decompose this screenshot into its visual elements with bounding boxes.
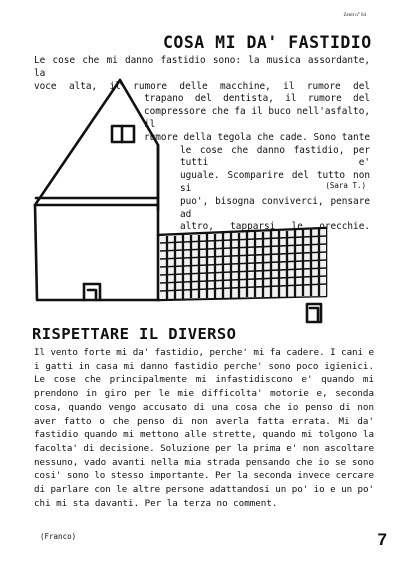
house-door [84, 284, 100, 300]
article1-body [34, 55, 370, 234]
article2-body [34, 346, 374, 510]
article1-signature: (Sara T.) [325, 181, 366, 190]
article2-line: di parlare con le altre persone adattandosi un po' io e un po' [34, 484, 374, 496]
article2-line: chi mi sta davanti. Per la terza no comment. [34, 497, 278, 509]
article2-line: i gatti in casa mi danno fastidio perche' sono poco igienici. [34, 360, 374, 372]
page-number: 7 [377, 530, 387, 549]
article2-title: RISPETTARE IL DIVERSO [32, 325, 237, 343]
article2-line: fastidio quando mi mettono alle strette, quando mi tolgono la [34, 429, 374, 441]
article1-line: compressore che fa il buco nell'asfalto, il [144, 106, 370, 130]
article2-signature: (Franco) [40, 532, 77, 541]
article2-line: Il vento forte mi da' fastidio, perche' mi fa cadere. I cani e [34, 347, 374, 358]
article2-line: nessuno, vado avanti nella mia strada pensando che io se sono [34, 456, 374, 468]
article1-line: uguale. Scomparire del tutto non si [180, 170, 370, 194]
article1-title: COSA MI DA' FASTIDIO [163, 33, 372, 52]
issue-label: Zenit n° 64 [343, 13, 366, 18]
article2-line: cosa, quando vengo accusato di una cosa che io penso di non [34, 401, 374, 413]
article1-line: le cose che danno fastidio, per tutti e' [180, 144, 370, 169]
article2-line: prendono in giro per le mie difficolta' motorie e, seconda [34, 388, 374, 400]
article1-line: puo', bisogna conviverci, pensare ad [180, 195, 370, 220]
article2-line: facolta' di decisione. Soluzione per la prima e' non ascoltare [34, 442, 374, 454]
article1-line: trapano del dentista, il rumore del [144, 93, 370, 105]
article2-line: Le cose che principalmente mi infastidiscono e' quando mi [34, 374, 374, 386]
article1-line: altro, tapparsi le orecchie. [180, 221, 370, 233]
article1-line: rumore della tegola che cade. Sono tante [144, 131, 370, 143]
article2-line: aver fatto o che penso di non averla fatta errata. Mi da' [34, 415, 374, 427]
article1-line: voce alta, il rumore delle macchine, il rumore del [34, 80, 370, 92]
article2-line: cosi' sono lo stesso importante. Per la seconda invece cercare [34, 470, 374, 482]
article1-line: Le cose che mi danno fastidio sono: la musica assordante, la [34, 55, 370, 79]
